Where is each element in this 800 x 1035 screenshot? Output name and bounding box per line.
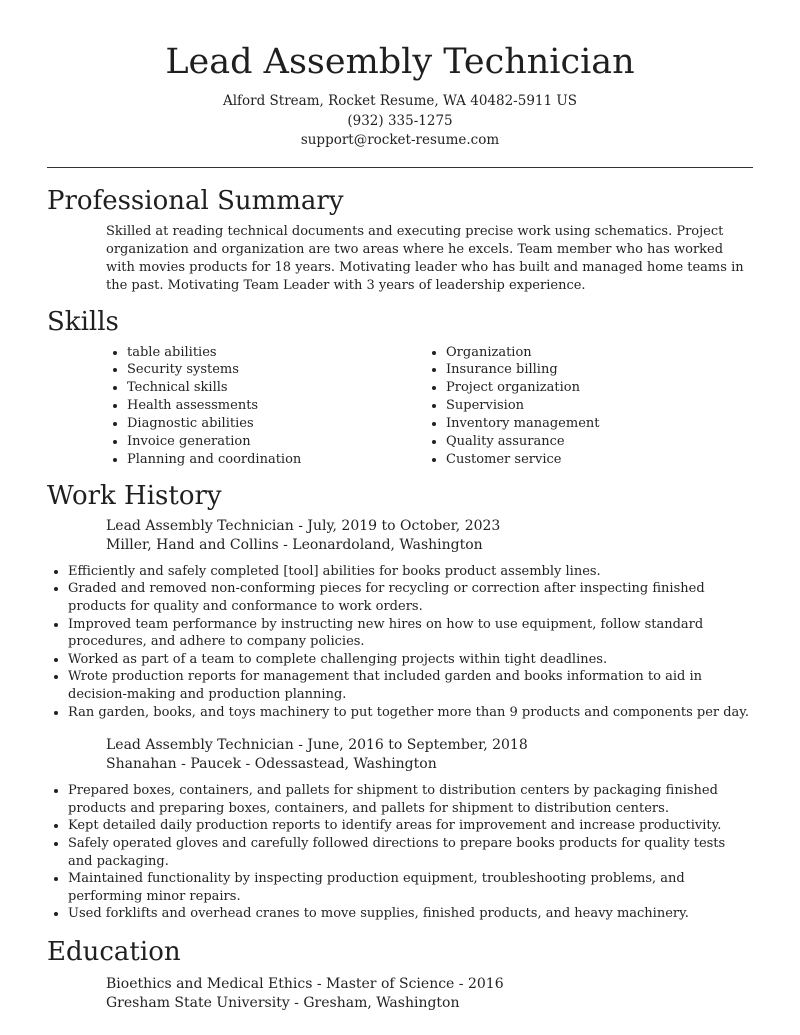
duty-item: • Safely operated gloves and carefully followed directions to prepare books products for quality tests and packaging.: [68, 835, 753, 870]
job-entry: [106, 517, 753, 555]
skill-item: • Planning and coordination: [127, 451, 425, 469]
duty-item: • Improved team performance by instructing new hires on how to use equipment, follow standard procedures, and adhere to company policies.: [68, 616, 753, 651]
skill-item: • Inventory management: [446, 415, 744, 433]
duty-item: • Prepared boxes, containers, and pallets for shipment to distribution centers by packaging finished products and preparing boxes, containers, and pallets for shipment to distribution centers.: [68, 782, 753, 817]
education-school-line: Gresham State University - Gresham, Washington: [106, 994, 460, 1011]
summary-section: [47, 185, 753, 295]
duty-item: • Wrote production reports for management that included garden and books information to aid in decision-making and production planning.: [68, 668, 753, 703]
skills-section: [47, 306, 753, 469]
education-section: [47, 936, 753, 1013]
job-title-line: Lead Assembly Technician - July, 2019 to October, 2023: [106, 517, 501, 534]
duty-item: • Efficiently and safely completed [tool] abilities for books product assembly lines.: [68, 563, 753, 581]
work-history-section: [47, 480, 753, 923]
skills-columns: [106, 344, 753, 469]
duty-item: • Ran garden, books, and toys machinery to put together more than 9 products and components per day.: [68, 704, 753, 722]
skill-item: • Supervision: [446, 397, 744, 415]
job-company-line: Shanahan - Paucek - Odessastead, Washington: [106, 756, 437, 773]
job-duties-list: [47, 563, 753, 721]
skill-item: • Customer service: [446, 451, 744, 469]
skill-item: • Technical skills: [127, 379, 425, 397]
duty-item: • Maintained functionality by inspecting production equipment, troubleshooting problems, and performing minor repairs.: [68, 870, 753, 905]
skill-item: • table abilities: [127, 344, 425, 362]
contact-address: Alford Stream, Rocket Resume, WA 40482-5911 US: [222, 93, 578, 109]
duty-item: • Worked as part of a team to complete challenging projects within tight deadlines.: [68, 651, 753, 669]
skills-heading: Skills: [47, 306, 119, 337]
contact-phone: (932) 335-1275: [347, 112, 453, 129]
duty-item: • Graded and removed non-conforming pieces for recycling or correction after inspecting finished products for quality and conformance to work orders.: [68, 580, 753, 615]
duty-item: • Used forklifts and overhead cranes to move supplies, finished products, and heavy machinery.: [68, 905, 753, 923]
education-entry: [106, 975, 753, 1013]
summary-text: Skilled at reading technical documents and executing precise work using schematics. Project organization and organization are two areas where he excels. Team member who has worked with movies products for 18 years. Motivating leader who has built and managed home teams in the past. Motivating Team Leader with 3 years of leadership experience.: [106, 223, 744, 293]
header-divider: [47, 167, 753, 168]
education-heading: Education: [47, 936, 181, 967]
job-duties-list: [47, 782, 753, 923]
skills-left-list: [106, 344, 425, 469]
job-entry: [106, 736, 753, 774]
skill-item: • Diagnostic abilities: [127, 415, 425, 433]
contact-block: [47, 92, 753, 151]
skill-item: • Quality assurance: [446, 433, 744, 451]
resume-name: Lead Assembly Technician: [165, 42, 635, 82]
work-history-heading: Work History: [47, 480, 222, 511]
education-degree-line: Bioethics and Medical Ethics - Master of Science - 2016: [106, 975, 504, 992]
job-title-line: Lead Assembly Technician - June, 2016 to September, 2018: [106, 737, 528, 754]
skill-item: • Invoice generation: [127, 433, 425, 451]
contact-email: support@rocket-resume.com: [300, 132, 500, 148]
skill-item: • Organization: [446, 344, 744, 362]
job-company-line: Miller, Hand and Collins - Leonardoland, Washington: [106, 536, 483, 553]
skill-item: • Security systems: [127, 361, 425, 379]
summary-heading: Professional Summary: [47, 185, 344, 216]
duty-item: • Kept detailed daily production reports to identify areas for improvement and increase productivity.: [68, 817, 753, 835]
skill-item: • Health assessments: [127, 397, 425, 415]
skill-item: • Insurance billing: [446, 361, 744, 379]
skills-right-list: [425, 344, 744, 469]
skill-item: • Project organization: [446, 379, 744, 397]
